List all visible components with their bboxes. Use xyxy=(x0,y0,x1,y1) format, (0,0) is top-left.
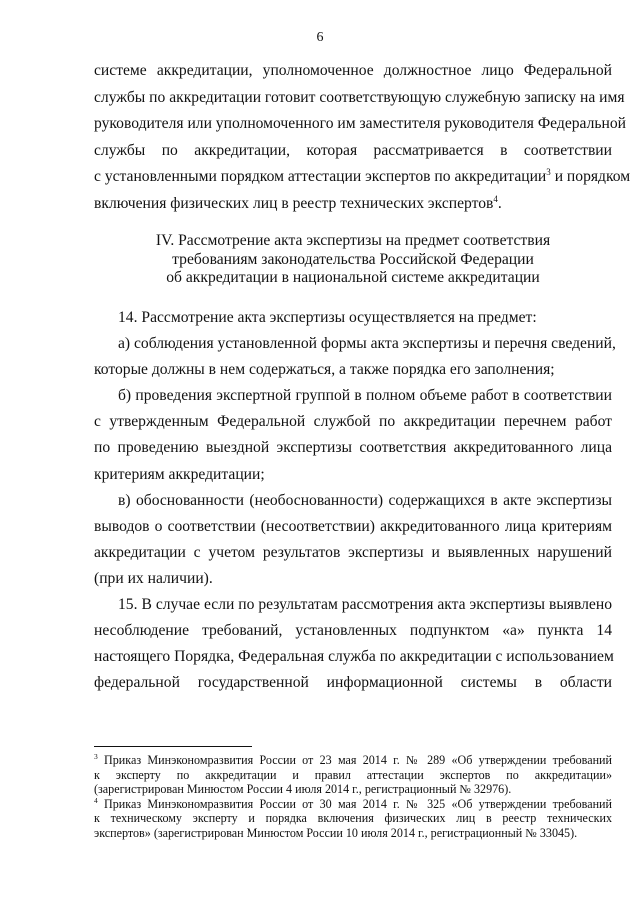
text-line: руководителя или уполномоченного им заместителя руководителя Федеральной xyxy=(94,115,626,133)
item-b-line: по проведению выездной экспертизы соответствия аккредитованного лица xyxy=(94,439,612,457)
text-line xyxy=(94,191,612,218)
footnote-text: Приказ Минэкономразвития России от 23 мая 2014 г. № 289 «Об утверждении требований xyxy=(104,753,612,767)
paragraph-15-line: федеральной государственной информационной системы в области xyxy=(94,674,612,692)
page-number: 6 xyxy=(316,30,324,45)
intro-paragraph xyxy=(94,58,631,218)
item-b-line: с утвержденным Федеральной службой по аккредитации перечнем работ xyxy=(94,413,612,431)
footnote-line: (зарегистрирован Минюстом России 4 июля 2014 г., регистрационный № 32976). xyxy=(94,782,512,797)
item-c-line: в) обоснованности (необоснованности) содержащихся в акте экспертизы xyxy=(118,491,612,509)
footnote-divider xyxy=(94,746,252,747)
paragraph-15-line: настоящего Порядка, Федеральная служба по аккредитации с использованием xyxy=(94,648,614,666)
footnote-ref: 3 xyxy=(546,167,551,178)
item-c-line: выводов о соответствии (несоответствии) аккредитованного лица критериям xyxy=(94,517,612,535)
footnote-number: 3 xyxy=(94,751,98,761)
item-a-line: а) соблюдения установленной формы акта экспертизы и перечня сведений, xyxy=(118,335,616,353)
text-segment: включения физических лиц в реестр технических экспертов xyxy=(94,194,494,212)
item-c-line: аккредитации с учетом результатов экспертизы и выявленных нарушений xyxy=(94,543,612,561)
item-a-line: которые должны в нем содержаться, а также порядка его заполнения; xyxy=(94,361,555,379)
item-b-line: критериям аккредитации; xyxy=(94,465,265,483)
text-line: службы по аккредитации, которая рассматривается в соответствии xyxy=(94,141,612,159)
text-segment: и порядком xyxy=(554,168,631,186)
section-body xyxy=(94,305,616,696)
section-heading xyxy=(94,232,612,288)
text-line: службы по аккредитации готовит соответствующую служебную записку на имя xyxy=(94,88,625,106)
paragraph-15-line: 15. В случае если по результатам рассмотрения акта экспертизы выявлено xyxy=(118,596,612,614)
heading-line: IV. Рассмотрение акта экспертизы на предмет соответствия xyxy=(155,232,551,249)
paragraph-14: 14. Рассмотрение акта экспертизы осуществляется на предмет: xyxy=(118,309,537,326)
footnote-line xyxy=(94,797,612,812)
footnotes xyxy=(94,753,612,841)
text-segment: . xyxy=(497,194,502,212)
paragraph-15-line: несоблюдение требований, установленных подпунктом «а» пункта 14 xyxy=(94,622,612,640)
item-b-line: б) проведения экспертной группой в полном объеме работ в соответствии xyxy=(118,387,612,405)
text-line: системе аккредитации, уполномоченное должностное лицо Федеральной xyxy=(94,62,612,79)
footnote-text: Приказ Минэкономразвития России от 30 мая 2014 г. № 325 «Об утверждении требований xyxy=(104,796,612,811)
heading-line: требованиям законодательства Российской Федерации xyxy=(172,250,534,268)
heading-line: об аккредитации в национальной системе аккредитации xyxy=(166,269,540,286)
footnote-number: 4 xyxy=(94,795,98,805)
footnote-line: экспертов» (зарегистрирован Минюстом России 10 июля 2014 г., регистрационный № 33045). xyxy=(94,825,578,840)
footnote-line xyxy=(94,753,612,768)
footnote-line: к техническому эксперту и порядка включения физических лиц в реестр технических xyxy=(94,811,612,826)
text-segment: с установленными порядком аттестации экспертов по аккредитации xyxy=(94,168,547,186)
footnote-line: к эксперту по аккредитации и правил аттестации экспертов по аккредитации» xyxy=(94,767,612,782)
text-line xyxy=(94,164,631,191)
footnote-ref: 4 xyxy=(493,193,498,204)
item-c-line: (при их наличии). xyxy=(94,569,213,587)
